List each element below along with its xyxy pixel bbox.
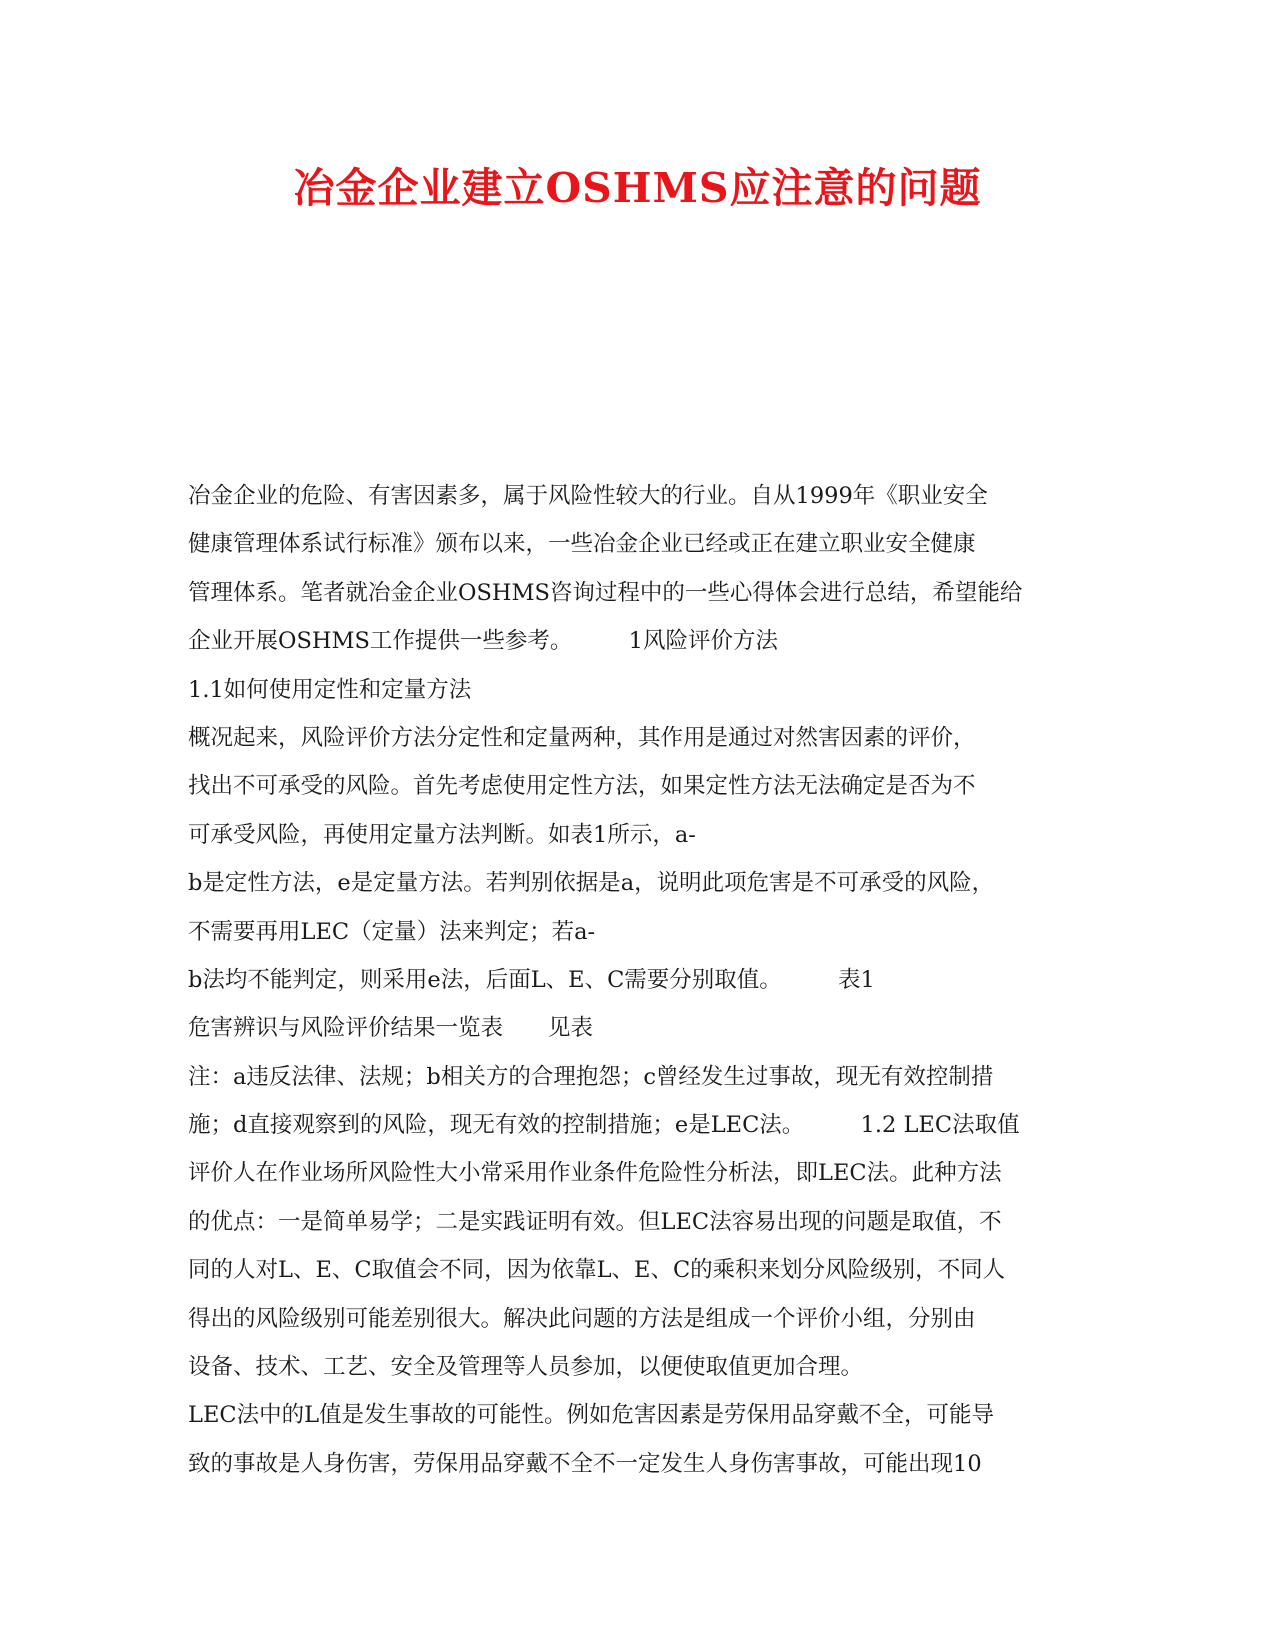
body-line: 可承受风险，再使用定量方法判断。如表1所示，a- — [188, 821, 696, 848]
body-line: 的优点：一是简单易学；二是实践证明有效。但LEC法容易出现的问题是取值，不 — [188, 1208, 1002, 1235]
body-line: 冶金企业的危险、有害因素多，属于风险性较大的行业。自从1999年《职业安全 — [188, 483, 988, 509]
body-line: 不需要再用LEC（定量）法来判定；若a- — [188, 918, 596, 945]
body-line: 找出不可承受的风险。首先考虑使用定性方法，如果定性方法无法确定是否为不 — [188, 773, 976, 800]
body-line: 得出的风险级别可能差别很大。解决此问题的方法是组成一个评价小组，分别由 — [188, 1305, 976, 1332]
body-line: 管理体系。笔者就冶金企业OSHMS咨询过程中的一些心得体会进行总结，希望能给 — [188, 579, 1023, 606]
body-line: LEC法中的L值是发生事故的可能性。例如危害因素是劳保用品穿戴不全，可能导 — [188, 1402, 995, 1429]
body-line: 评价人在作业场所风险性大小常采用作业条件危险性分析法，即LEC法。此种方法 — [188, 1160, 1002, 1187]
body-line: 致的事故是人身伤害，劳保用品穿戴不全不一定发生人身伤害事故，可能出现10 — [188, 1450, 982, 1477]
document-title: 冶金企业建立OSHMS应注意的问题 — [293, 164, 982, 212]
body-line: 施；d直接观察到的风险，现无有效的控制措施；e是LEC法。 1.2 LEC法取值 — [188, 1112, 1020, 1139]
body-line: 企业开展OSHMS工作提供一些参考。 1风险评价方法 — [188, 628, 778, 655]
body-line: 同的人对L、E、C取值会不同，因为依靠L、E、C的乘积来划分风险级别，不同人 — [188, 1257, 1006, 1284]
section-heading: 1.1如何使用定性和定量方法 — [188, 676, 472, 703]
body-line: 设备、技术、工艺、安全及管理等人员参加，以便使取值更加合理。 — [188, 1354, 864, 1381]
body-line: 注：a违反法律、法规；b相关方的合理抱怨；c曾经发生过事故，现无有效控制措 — [188, 1063, 994, 1090]
body-line: b是定性方法，e是定量方法。若判别依据是a，说明此项危害是不可承受的风险， — [188, 870, 995, 897]
body-line: 概况起来，风险评价方法分定性和定量两种，其作用是通过对然害因素的评价， — [188, 724, 976, 751]
body-line: 危害辨识与风险评价结果一览表 见表 — [188, 1015, 594, 1042]
body-line: 健康管理体系试行标准》颁布以来，一些冶金企业已经或正在建立职业安全健康 — [188, 531, 976, 558]
document-body — [188, 472, 1083, 1488]
body-line: b法均不能判定，则采用e法，后面L、E、C需要分别取值。 表1 — [188, 966, 875, 993]
